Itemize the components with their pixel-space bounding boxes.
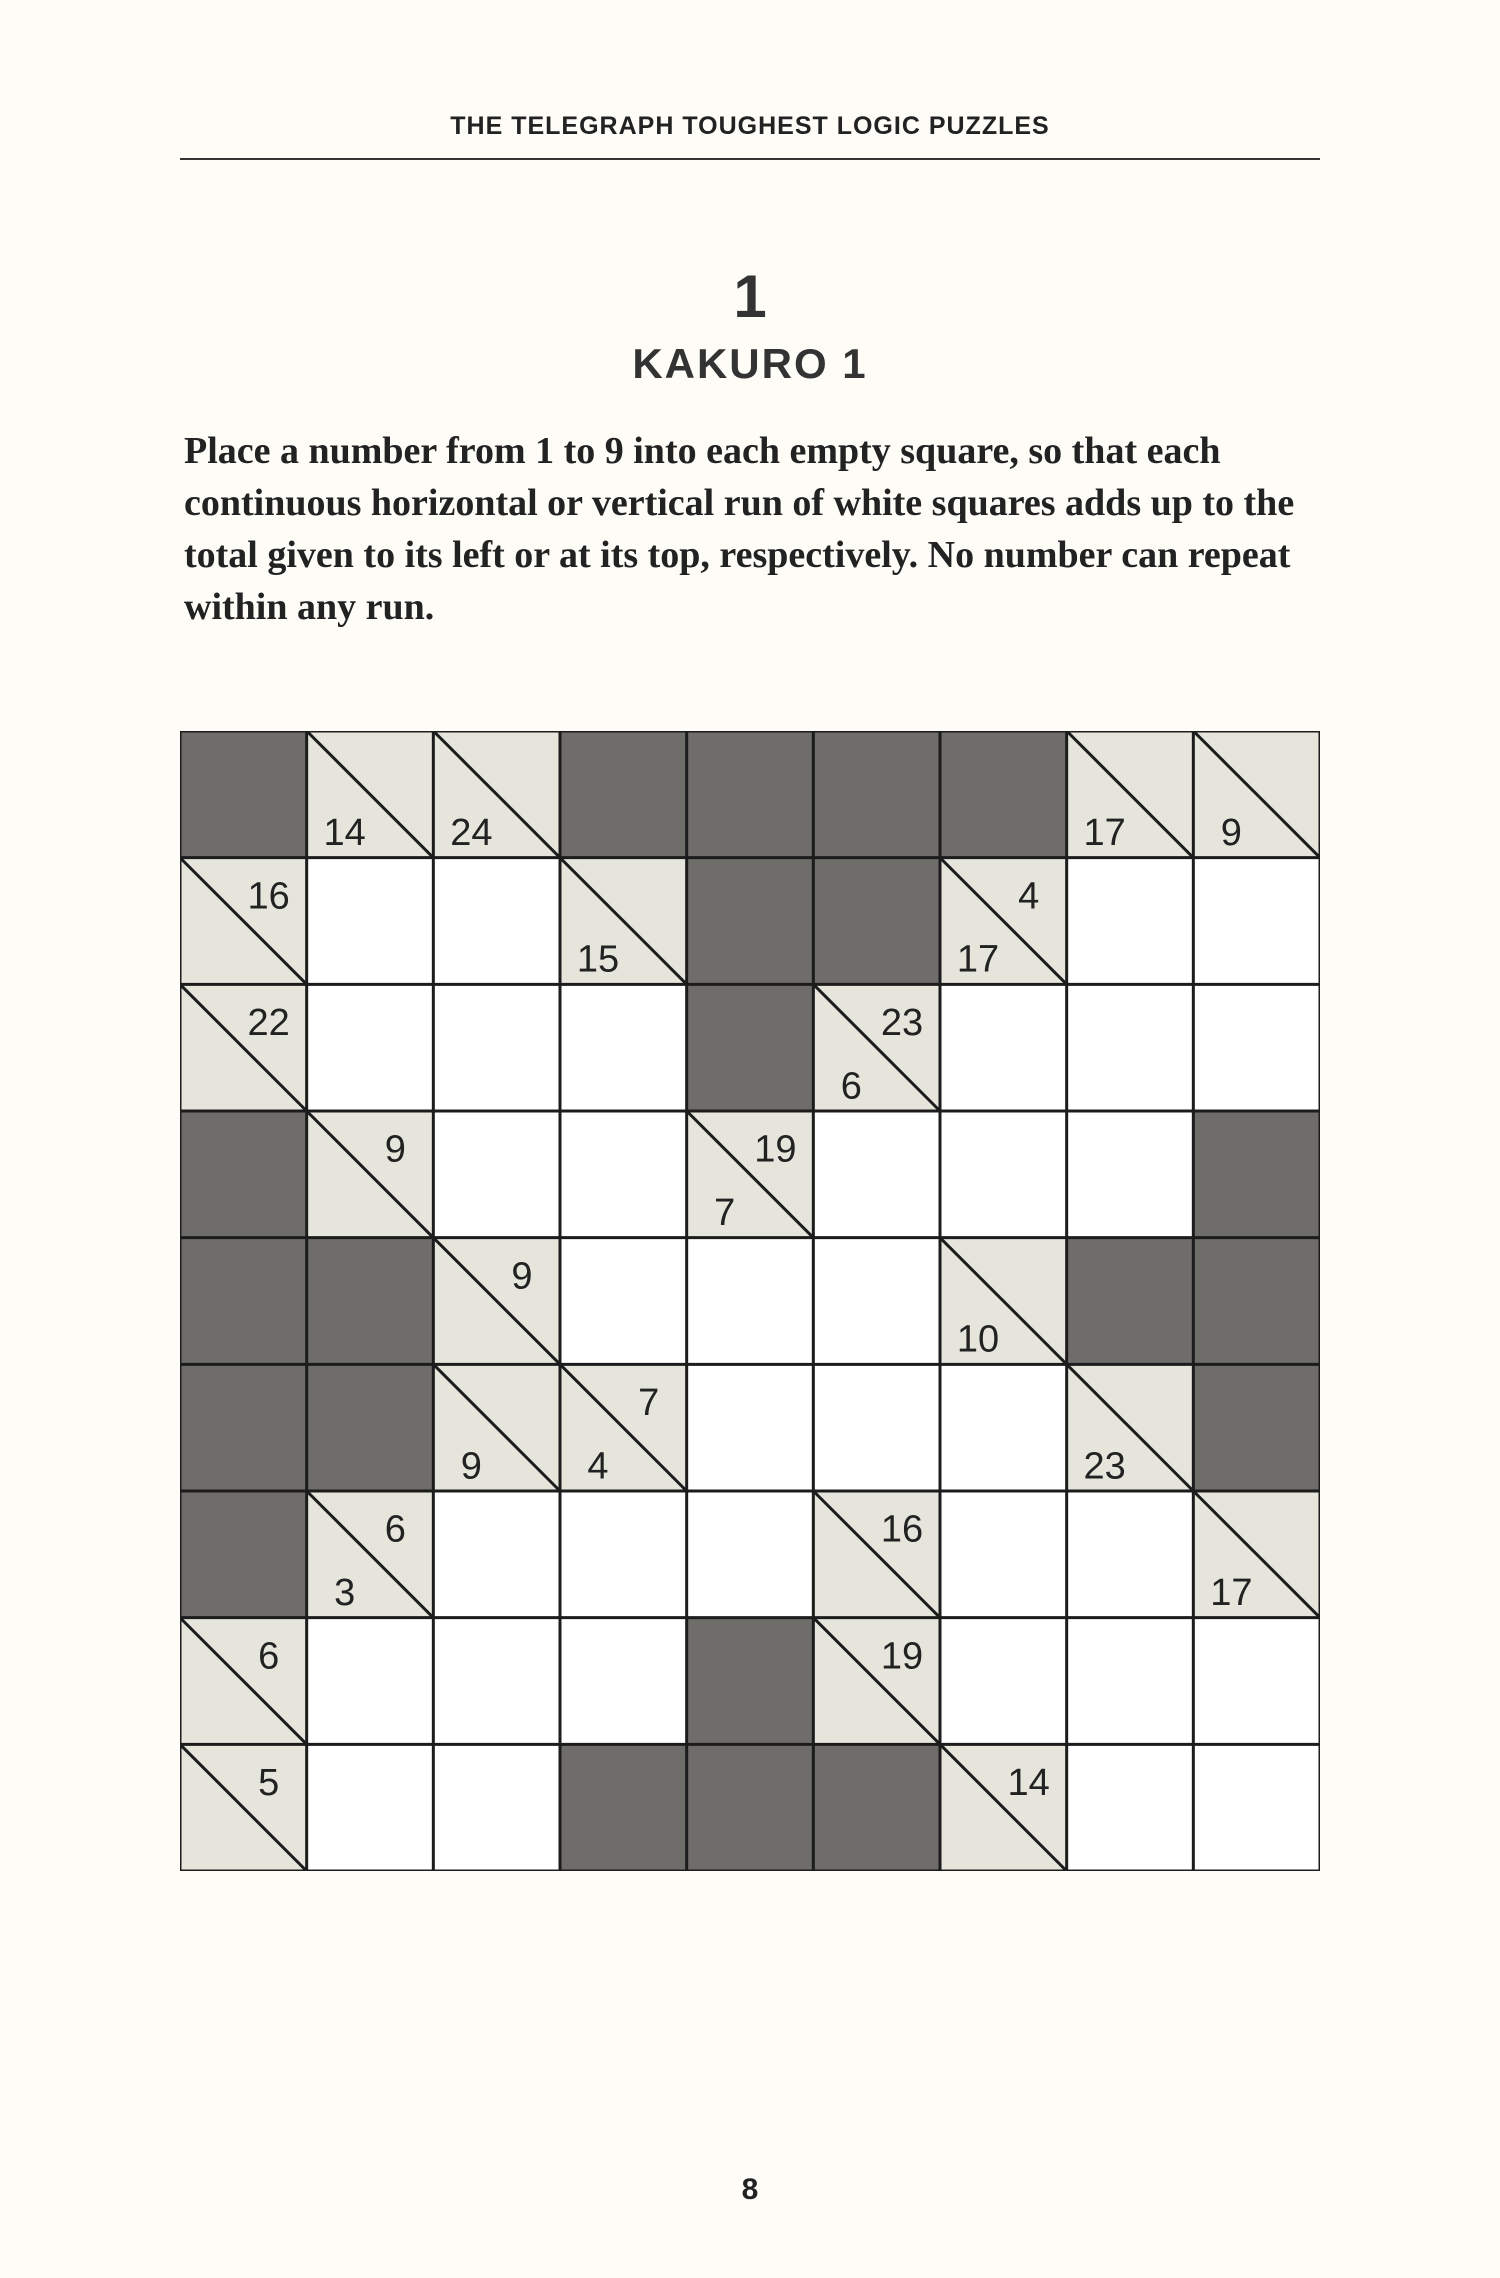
- empty-cell[interactable]: [560, 1618, 687, 1745]
- empty-cell[interactable]: [813, 1238, 940, 1365]
- empty-cell[interactable]: [560, 1111, 687, 1238]
- across-clue-number: 7: [638, 1382, 660, 1424]
- empty-cell[interactable]: [307, 984, 434, 1111]
- down-clue-number: 17: [956, 938, 1000, 981]
- empty-cell[interactable]: [1067, 858, 1194, 985]
- empty-cell[interactable]: [1067, 1491, 1194, 1618]
- black-cell: [1193, 1238, 1320, 1365]
- page-number: 8: [741, 2173, 759, 2206]
- empty-cell[interactable]: [687, 1364, 814, 1491]
- empty-cell[interactable]: [687, 1238, 814, 1365]
- across-clue-number: 16: [247, 875, 290, 918]
- black-cell: [1193, 1364, 1320, 1491]
- empty-cell[interactable]: [940, 1364, 1067, 1491]
- black-cell: [1193, 1111, 1320, 1238]
- empty-cell[interactable]: [433, 1491, 560, 1618]
- empty-cell[interactable]: [307, 1618, 434, 1745]
- empty-cell[interactable]: [433, 984, 560, 1111]
- down-clue-number: 15: [576, 938, 620, 981]
- empty-cell[interactable]: [1067, 1618, 1194, 1745]
- empty-cell[interactable]: [433, 1744, 560, 1871]
- down-clue-number: 24: [450, 812, 493, 854]
- across-clue-number: 19: [880, 1635, 924, 1678]
- black-cell: [180, 1111, 307, 1238]
- empty-cell[interactable]: [560, 984, 687, 1111]
- black-cell: [180, 731, 307, 858]
- empty-cell[interactable]: [433, 1111, 560, 1238]
- across-clue-number: 14: [1007, 1762, 1050, 1804]
- down-clue-number: 9: [460, 1445, 482, 1488]
- black-cell: [687, 1744, 814, 1871]
- empty-cell[interactable]: [940, 984, 1067, 1111]
- black-cell: [560, 1744, 687, 1871]
- empty-cell[interactable]: [1067, 984, 1194, 1111]
- black-cell: [687, 731, 814, 858]
- black-cell: [180, 1364, 307, 1491]
- black-cell: [180, 1491, 307, 1618]
- black-cell: [687, 1618, 814, 1745]
- across-clue-number: 22: [247, 1002, 290, 1044]
- header-rule: [180, 158, 1320, 160]
- across-clue-number: 16: [880, 1508, 924, 1551]
- empty-cell[interactable]: [940, 1618, 1067, 1745]
- empty-cell[interactable]: [687, 1491, 814, 1618]
- down-clue-number: 3: [334, 1572, 356, 1614]
- down-clue-number: 10: [956, 1318, 1000, 1361]
- down-clue-number: 9: [1220, 812, 1242, 854]
- down-clue-number: 17: [1083, 812, 1126, 854]
- empty-cell[interactable]: [940, 1491, 1067, 1618]
- black-cell: [307, 1238, 434, 1365]
- down-clue-number: 14: [323, 812, 366, 854]
- black-cell: [940, 731, 1067, 858]
- empty-cell[interactable]: [560, 1491, 687, 1618]
- black-cell: [180, 1238, 307, 1365]
- empty-cell[interactable]: [813, 1111, 940, 1238]
- down-clue-number: 6: [840, 1065, 862, 1108]
- black-cell: [813, 858, 940, 985]
- across-clue-number: 23: [880, 1002, 924, 1044]
- across-clue-number: 5: [258, 1762, 280, 1804]
- black-cell: [687, 858, 814, 985]
- empty-cell[interactable]: [1067, 1744, 1194, 1871]
- empty-cell[interactable]: [433, 1618, 560, 1745]
- across-clue-number: 4: [1018, 875, 1040, 918]
- down-clue-number: 23: [1083, 1445, 1126, 1488]
- empty-cell[interactable]: [1067, 1111, 1194, 1238]
- across-clue-number: 19: [754, 1128, 797, 1171]
- black-cell: [813, 731, 940, 858]
- empty-cell[interactable]: [307, 1744, 434, 1871]
- black-cell: [687, 984, 814, 1111]
- empty-cell[interactable]: [813, 1364, 940, 1491]
- empty-cell[interactable]: [560, 1238, 687, 1365]
- black-cell: [1067, 1238, 1194, 1365]
- empty-cell[interactable]: [940, 1111, 1067, 1238]
- down-clue-number: 4: [587, 1445, 609, 1488]
- kakuro-grid: [180, 731, 1320, 1871]
- across-clue-number: 6: [258, 1635, 280, 1678]
- across-clue-number: 9: [384, 1128, 406, 1171]
- running-head: THE TELEGRAPH TOUGHEST LOGIC PUZZLES: [450, 112, 1050, 140]
- black-cell: [307, 1364, 434, 1491]
- empty-cell[interactable]: [1193, 1744, 1320, 1871]
- puzzle-number: 1: [733, 263, 767, 330]
- across-clue-number: 9: [511, 1255, 533, 1298]
- puzzle-title: KAKURO 1: [632, 340, 868, 387]
- empty-cell[interactable]: [433, 858, 560, 985]
- black-cell: [560, 731, 687, 858]
- down-clue-number: 7: [714, 1192, 736, 1234]
- down-clue-number: 17: [1210, 1572, 1253, 1614]
- empty-cell[interactable]: [1193, 1618, 1320, 1745]
- black-cell: [813, 1744, 940, 1871]
- across-clue-number: 6: [384, 1508, 406, 1551]
- empty-cell[interactable]: [1193, 984, 1320, 1111]
- empty-cell[interactable]: [307, 858, 434, 985]
- puzzle-instructions: Place a number from 1 to 9 into each empty square, so that each continuous horizontal or vertical run of white squares adds up to the total given to its left or at its top, respectively. No number can repeat within any run.: [184, 430, 1295, 628]
- empty-cell[interactable]: [1193, 858, 1320, 985]
